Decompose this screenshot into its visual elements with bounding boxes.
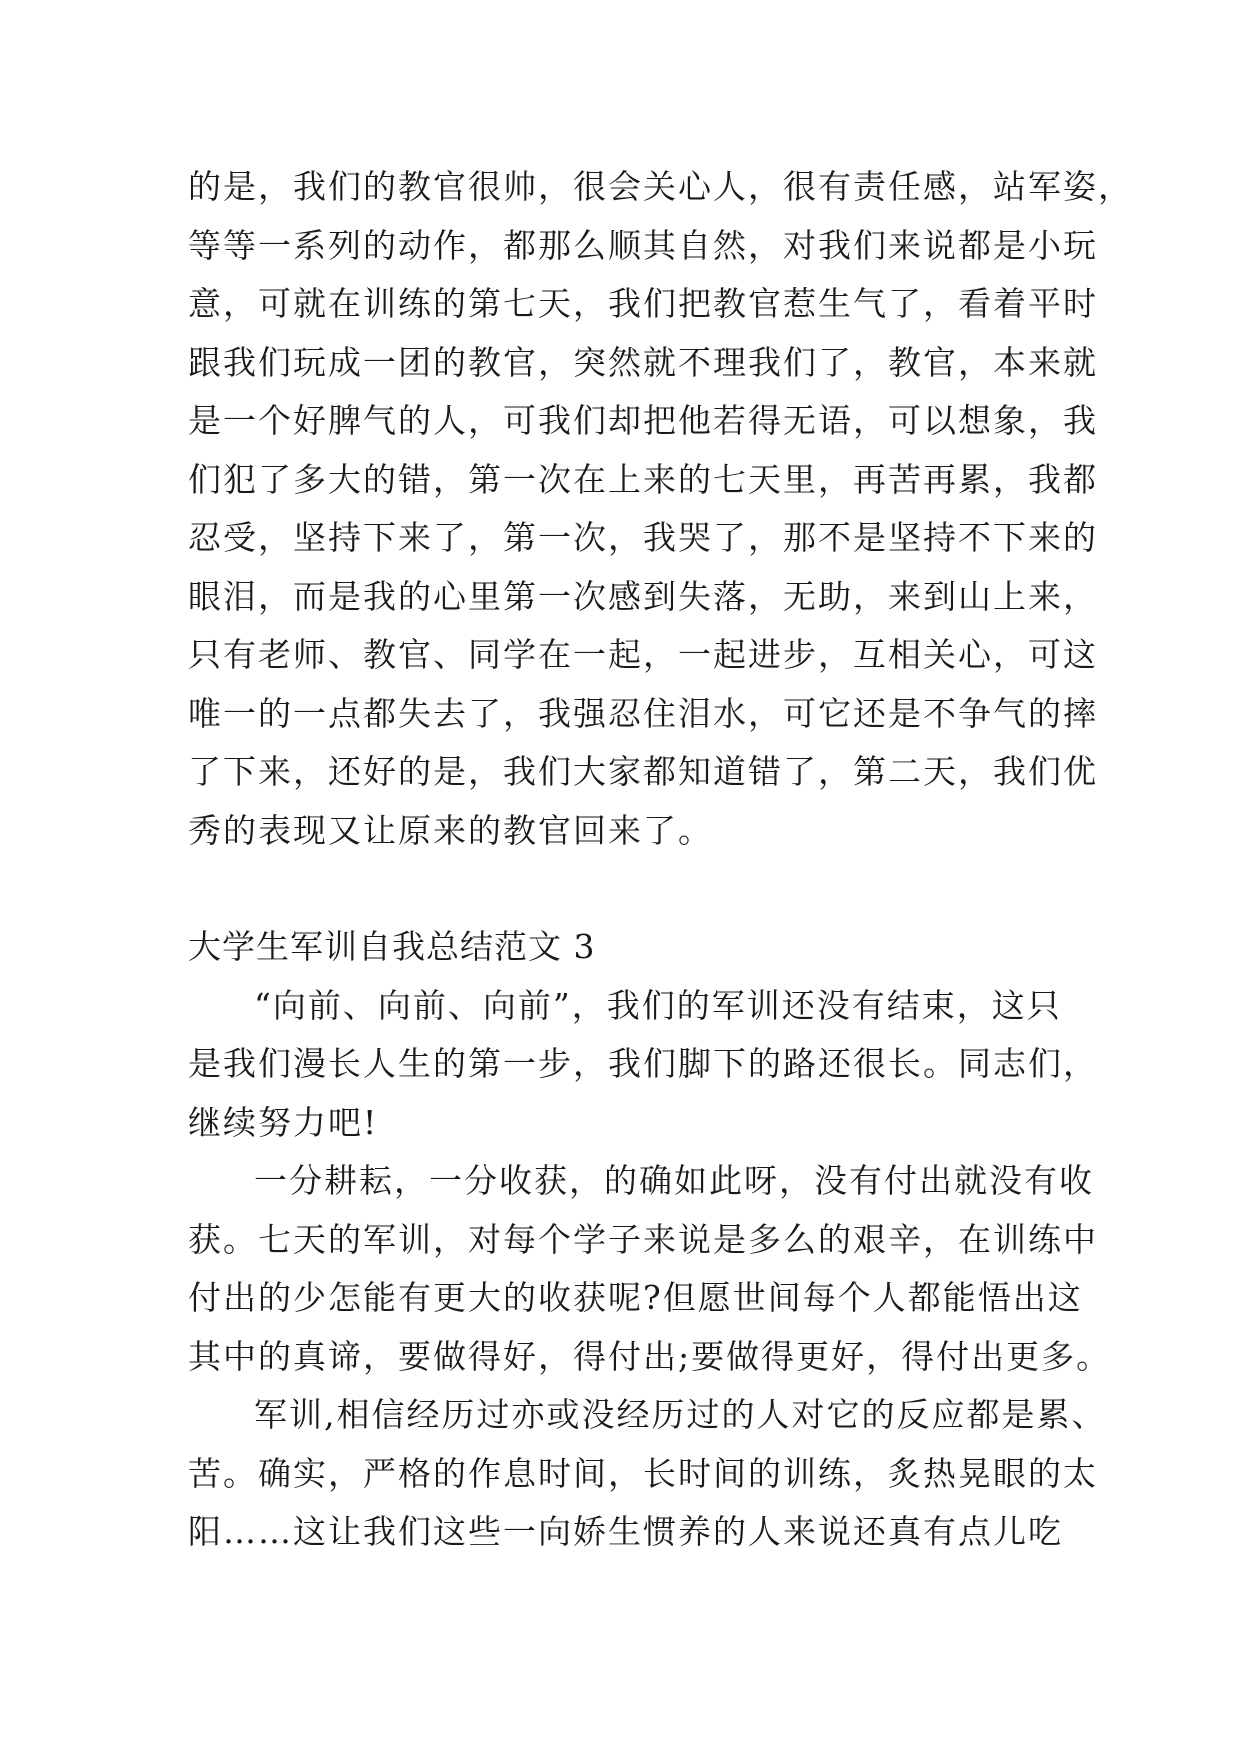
text-line: 忍受，坚持下来了，第一次，我哭了，那不是坚持不下来的: [188, 518, 1098, 557]
text-line: “向前、向前、向前”，我们的军训还没有结束，这只: [254, 985, 1062, 1025]
text-line: 继续努力吧!: [188, 1102, 379, 1142]
text-line: 军训,相信经历过亦或没经历过的人对它的反应都是累、: [254, 1395, 1107, 1434]
text-line: 眼泪，而是我的心里第一次感到失落，无助，来到山上来，: [188, 576, 1098, 616]
text-line: 阳……这让我们这些一向娇生惯养的人来说还真有点儿吃: [188, 1512, 1063, 1551]
text-line: 付出的少怎能有更大的收获呢?但愿世间每个人都能悟出这: [188, 1278, 1083, 1317]
text-line: 跟我们玩成一团的教官，突然就不理我们了，教官，本来就: [188, 342, 1098, 382]
text-line: 苦。确实，严格的作息时间，长时间的训练，炙热晃眼的太: [188, 1453, 1098, 1493]
section-heading: 大学生军训自我总结范文 3: [188, 927, 596, 966]
paragraph-2: [188, 1152, 1112, 1386]
text-line: 是我们漫长人生的第一步，我们脚下的路还很长。同志们，: [188, 1044, 1098, 1083]
text-line: 的是，我们的教官很帅，很会关心人，很有责任感，站军姿，: [188, 167, 1133, 206]
text-line: 是一个好脾气的人，可我们却把他若得无语，可以想象，我: [188, 401, 1098, 440]
section-spacer: [188, 860, 1068, 918]
text-line: 秀的表现又让原来的教官回来了。: [188, 810, 713, 850]
text-line: 等等一系列的动作，都那么顺其自然，对我们来说都是小玩: [188, 225, 1098, 265]
text-line: 获。七天的军训，对每个学子来说是多么的艰辛，在训练中: [188, 1219, 1098, 1259]
text-line: 只有老师、教官、同学在一起，一起进步，互相关心，可这: [188, 635, 1098, 674]
text-line: 一分耕耘，一分收获，的确如此呀，没有付出就没有收: [254, 1161, 1094, 1200]
text-line: 了下来，还好的是，我们大家都知道错了，第二天，我们优: [188, 752, 1098, 791]
paragraph-1: [188, 977, 1098, 1153]
text-line: 唯一的一点都失去了，我强忍住泪水，可它还是不争气的摔: [188, 693, 1098, 733]
text-line: 们犯了多大的错，第一次在上来的七天里，再苦再累，我都: [188, 459, 1098, 499]
document-body: [188, 158, 1133, 1562]
intro-paragraph: [188, 158, 1133, 860]
text-line: 其中的真谛，要做得好，得付出;要做得更好，得付出更多。: [188, 1336, 1112, 1376]
paragraph-3: [188, 1386, 1107, 1562]
text-line: 意，可就在训练的第七天，我们把教官惹生气了，看着平时: [188, 284, 1098, 323]
